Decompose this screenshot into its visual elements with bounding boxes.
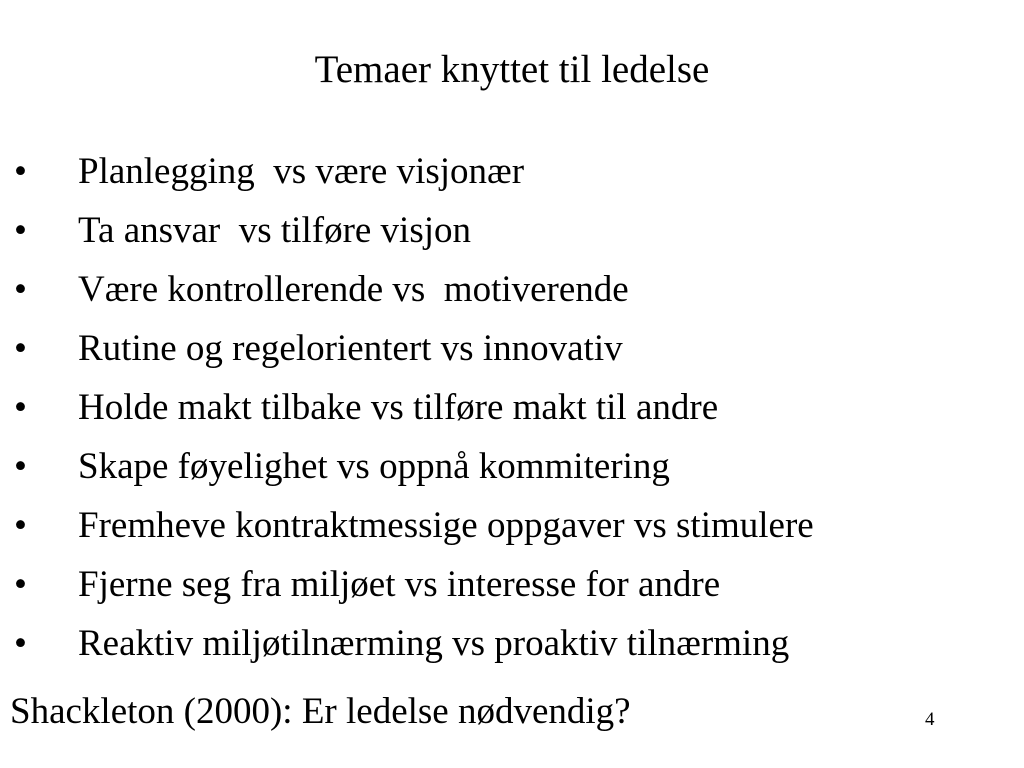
bullet-marker: • [14, 269, 27, 310]
bullet-item [0, 205, 472, 264]
slide-title: Temaer knyttet til ledelse [314, 48, 710, 91]
bullet-text: Holde makt tilbake vs tilføre makt til andre [78, 387, 719, 428]
bullet-item [0, 618, 790, 677]
bullet-item [0, 264, 629, 323]
bullet-marker: • [14, 446, 27, 487]
bullet-list [0, 146, 814, 677]
bullet-text: Planlegging vs være visjonær [78, 151, 525, 192]
bullet-marker: • [14, 328, 27, 369]
bullet-text: Fjerne seg fra miljøet vs interesse for andre [78, 564, 721, 605]
bullet-text: Være kontrollerende vs motiverende [78, 269, 629, 310]
bullet-marker: • [14, 505, 27, 546]
bullet-text: Skape føyelighet vs oppnå kommitering [78, 446, 670, 487]
bullet-item [0, 559, 721, 618]
bullet-text: Rutine og regelorientert vs innovativ [78, 328, 623, 369]
bullet-marker: • [14, 210, 27, 251]
bullet-text: Reaktiv miljøtilnærming vs proaktiv tilnærming [78, 623, 790, 664]
bullet-marker: • [14, 151, 27, 192]
bullet-item [0, 146, 525, 205]
bullet-text: Ta ansvar vs tilføre visjon [78, 210, 472, 251]
footer-reference: Shackleton (2000): Er ledelse nødvendig? [10, 691, 631, 732]
bullet-marker: • [14, 623, 27, 664]
bullet-text: Fremheve kontraktmessige oppgaver vs stimulere [78, 505, 814, 546]
bullet-marker: • [14, 564, 27, 605]
bullet-item [0, 500, 814, 559]
bullet-marker: • [14, 387, 27, 428]
bullet-item [0, 382, 719, 441]
bullet-item [0, 441, 670, 500]
bullet-item [0, 323, 623, 382]
page-number: 4 [925, 709, 935, 730]
